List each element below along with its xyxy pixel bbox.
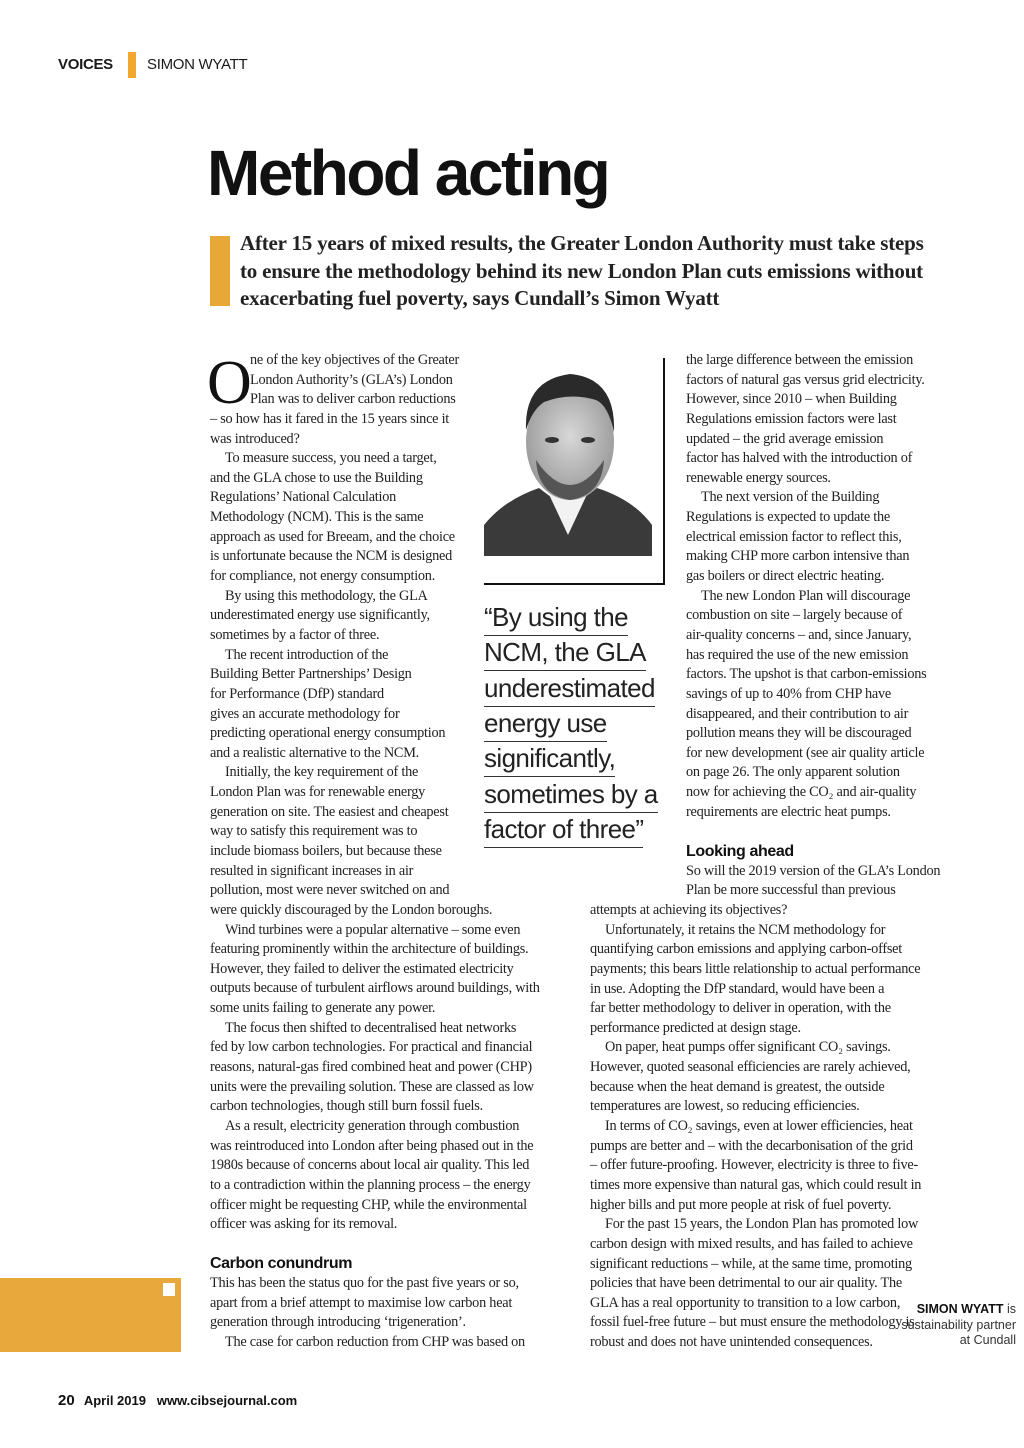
body-text-line: – so how has it fared in the 15 years since it (210, 410, 450, 427)
issue-date: April 2019 (83, 1393, 146, 1408)
bio-role: sustainability partner (901, 1317, 1016, 1332)
body-text-line: However, quoted seasonal efficiencies are rarely achieved, (590, 1059, 911, 1076)
body-text-line: for compliance, not energy consumption. (210, 568, 436, 585)
body-text-line: Plan be more successful than previous (686, 882, 896, 899)
drop-cap: O (207, 349, 252, 417)
body-text-line: in use. Adopting the DfP standard, would have been a (590, 980, 885, 997)
body-text-line: times more expensive than natural gas, which could result in (590, 1176, 922, 1193)
body-text-line: Wind turbines were a popular alternative – some even (225, 921, 521, 938)
body-text-line: Building Better Partnerships’ Design (210, 666, 412, 683)
body-text-line: officer might be requesting CHP, while the environmental (210, 1196, 527, 1213)
body-text-line: carbon design with mixed results, and has failed to achieve (590, 1235, 913, 1252)
body-text-line: temperatures are lowest, so reducing efficiencies. (590, 1098, 860, 1115)
bio-suffix: is (1003, 1302, 1016, 1316)
body-text-line: on page 26. The only apparent solution (686, 764, 900, 781)
bio-company: at Cundall (959, 1333, 1016, 1347)
body-text-line: include biomass boilers, but because these (210, 843, 442, 859)
body-text-line: featuring prominently within the architecture of buildings. (210, 941, 529, 958)
body-text-line: payments; this bears little relationship to actual performance (590, 960, 921, 977)
body-text-line: now for achieving the CO₂ and air-quality (686, 784, 917, 801)
body-text-line: officer was asking for its removal. (210, 1216, 398, 1233)
bio-square-icon (163, 1283, 175, 1296)
body-text-line: The new London Plan will discourage (701, 587, 911, 604)
body-text-line: to a contradiction within the planning process – the energy (210, 1176, 531, 1193)
body-text-line: disappeared, and their contribution to air (686, 705, 909, 722)
section-heading: Looking ahead (686, 843, 794, 860)
body-text-line: The case for carbon reduction from CHP was based on (225, 1334, 525, 1350)
body-text-line: underestimated energy use significantly, (210, 607, 430, 624)
body-text-line: apart from a brief attempt to maximise low carbon heat (210, 1294, 513, 1311)
body-text-line: factor has halved with the introduction of (686, 450, 913, 467)
pull-quote-line: energy use (484, 707, 607, 742)
body-text-line: London Authority’s (GLA’s) London (250, 371, 453, 388)
body-text-line: sometimes by a factor of three. (210, 626, 380, 643)
body-text-line: and the GLA chose to use the Building (210, 469, 423, 486)
standfirst (240, 230, 940, 313)
pull-quote-line: sometimes by a (484, 778, 658, 813)
body-text-line: electrical emission factor to reflect this, (686, 528, 902, 545)
body-text-line: fed by low carbon technologies. For practical and financial (210, 1039, 533, 1056)
body-text-line: However, since 2010 – when Building (686, 391, 897, 408)
body-text-line: units were the prevailing solution. These are classed as low (210, 1078, 534, 1095)
body-text-line: Regulations’ National Calculation (210, 489, 397, 506)
body-text-line: significant reductions – while, at the same time, promoting (590, 1255, 912, 1272)
body-text-line: for new development (see air quality article (686, 744, 925, 761)
body-text-line: fossil fuel-free future – but must ensure the methodology is (590, 1314, 915, 1331)
body-text-line: Initially, the key requirement of the (225, 764, 419, 781)
body-text-line: For the past 15 years, the London Plan has promoted low (605, 1216, 919, 1233)
section-heading: Carbon conundrum (210, 1255, 353, 1273)
body-text-line: The recent introduction of the (225, 646, 389, 663)
body-text-line: predicting operational energy consumption (210, 725, 446, 742)
body-text-line: pumps are better and – with the decarbonisation of the grid (590, 1137, 913, 1154)
body-text-line: Methodology (NCM). This is the same (210, 509, 424, 526)
body-text-line: resulted in significant increases in air (210, 862, 414, 879)
body-text-line: Plan was to deliver carbon reductions (250, 391, 456, 408)
bio-name: SIMON WYATT (916, 1302, 1004, 1316)
body-text-line: combustion on site – largely because of (686, 607, 903, 624)
body-text-line: factors of natural gas versus grid electricity. (686, 371, 925, 388)
pull-quote-line: “By using the (484, 601, 628, 636)
body-text-line: gives an accurate methodology for (210, 705, 400, 722)
body-text-line: some units failing to generate any power. (210, 1000, 436, 1017)
section-divider (128, 52, 136, 78)
body-text-line: for Performance (DfP) standard (210, 685, 384, 702)
body-text-line: outputs because of turbulent airflows around buildings, with (210, 980, 540, 997)
body-text-line: To measure success, you need a target, (225, 450, 437, 467)
body-text-line: Regulations is expected to update the (686, 509, 890, 526)
body-text-line: the large difference between the emission (686, 352, 914, 368)
body-text-line: GLA has a real opportunity to transition to a low carbon, (590, 1294, 901, 1311)
author-label: SIMON WYATT (147, 56, 248, 73)
body-text-line: was reintroduced into London after being phased out in the (210, 1137, 534, 1154)
standfirst-text: After 15 years of mixed results, the Greater London Authority must take steps to ensure the methodology behind its new London Plan cuts emissions without exacerbating fuel poverty, says Cundall’s (240, 231, 924, 310)
author-bio-box (0, 1278, 181, 1352)
body-text-line: Unfortunately, it retains the NCM methodology for (605, 921, 886, 938)
body-text-line: attempts at achieving its objectives? (590, 902, 788, 918)
body-text-line: reasons, natural-gas fired combined heat and power (CHP) (210, 1059, 532, 1076)
pull-quote-line: factor of three” (484, 813, 643, 848)
body-text-line: robust and does not have unintended consequences. (590, 1334, 873, 1351)
headline: Method acting (207, 137, 609, 209)
body-text-line: factors. The upshot is that carbon-emissions (686, 666, 927, 683)
body-text-line: 1980s because of concerns about local air quality. This led (210, 1157, 530, 1174)
body-text-line: renewable energy sources. (686, 469, 831, 486)
body-text-line: and a realistic alternative to the NCM. (210, 744, 419, 761)
body-text-line: So will the 2019 version of the GLA’s London (686, 862, 941, 879)
photo-frame-line (663, 358, 665, 585)
body-text-line: Regulations emission factors were last (686, 410, 897, 427)
body-text-line: was introduced? (210, 430, 300, 447)
body-text-line: This has been the status quo for the past five years or so, (210, 1275, 519, 1292)
body-text-line: savings of up to 40% from CHP have (686, 685, 892, 702)
body-text-line: is unfortunate because the NCM is designed (210, 548, 453, 565)
body-text-line: The focus then shifted to decentralised heat networks (225, 1019, 517, 1036)
body-text-line: because when the heat demand is greatest, the outside (590, 1078, 885, 1095)
body-text-line: approach as used for Breeam, and the choice (210, 528, 455, 545)
body-text-line: By using this methodology, the GLA (225, 587, 428, 604)
author-bio (846, 1302, 1016, 1349)
body-text-line: The next version of the Building (701, 489, 880, 506)
body-text-line: higher bills and put more people at risk of fuel poverty. (590, 1196, 892, 1213)
body-text-line: carbon technologies, though still burn fossil fuels. (210, 1098, 483, 1115)
body-text-line: requirements are electric heat pumps. (686, 803, 891, 820)
section-label: VOICES (58, 56, 113, 73)
pull-quote-line: significantly, (484, 742, 615, 777)
body-text-line: way to satisfy this requirement was to (210, 823, 418, 840)
website-link[interactable]: www.cibsejournal.com (156, 1393, 298, 1408)
body-text-line: On paper, heat pumps offer significant CO₂ savings. (605, 1039, 891, 1056)
body-text-line: However, they failed to deliver the estimated electricity (210, 960, 514, 977)
body-text-line: generation on site. The easiest and cheapest (210, 803, 449, 820)
body-text-line: far better methodology to deliver in operation, with the (590, 1000, 891, 1017)
body-text-line: – offer future-proofing. However, electricity is three to five- (590, 1157, 918, 1174)
pull-quote-line: NCM, the GLA (484, 636, 646, 671)
page-footer (58, 1392, 297, 1409)
body-text-line: pollution, most were never switched on and (210, 882, 450, 899)
body-text-line: were quickly discouraged by the London boroughs. (210, 901, 493, 918)
body-text-line: In terms of CO₂ savings, even at lower efficiencies, heat (605, 1118, 913, 1135)
page-number: 20 (58, 1392, 75, 1409)
author-portrait (484, 360, 652, 556)
body-text-line: air-quality concerns – and, since January, (686, 626, 912, 643)
body-text-line: London Plan was for renewable energy (210, 784, 426, 801)
photo-frame-line (484, 583, 665, 585)
standfirst-author: Simon Wyatt (604, 286, 720, 310)
body-text-line: generation through introducing ‘trigeneration’. (210, 1314, 466, 1331)
body-text-line: has required the use of the new emission (686, 646, 909, 663)
body-text-line: policies that have been detrimental to our air quality. The (590, 1275, 902, 1292)
pull-quote-line: underestimated (484, 672, 655, 707)
body-text-line: quantifying carbon emissions and applying carbon-offset (590, 941, 902, 958)
body-text-line: making CHP more carbon intensive than (686, 548, 910, 565)
body-text-line: performance predicted at design stage. (590, 1019, 801, 1036)
body-text-line: updated – the grid average emission (686, 430, 884, 447)
body-text-line: gas boilers or direct electric heating. (686, 568, 885, 585)
standfirst-accent-bar (210, 236, 230, 306)
body-text-line: pollution means they will be discouraged (686, 725, 912, 742)
body-text-line: As a result, electricity generation through combustion (225, 1117, 520, 1134)
body-text-line: ne of the key objectives of the Greater (250, 352, 459, 368)
